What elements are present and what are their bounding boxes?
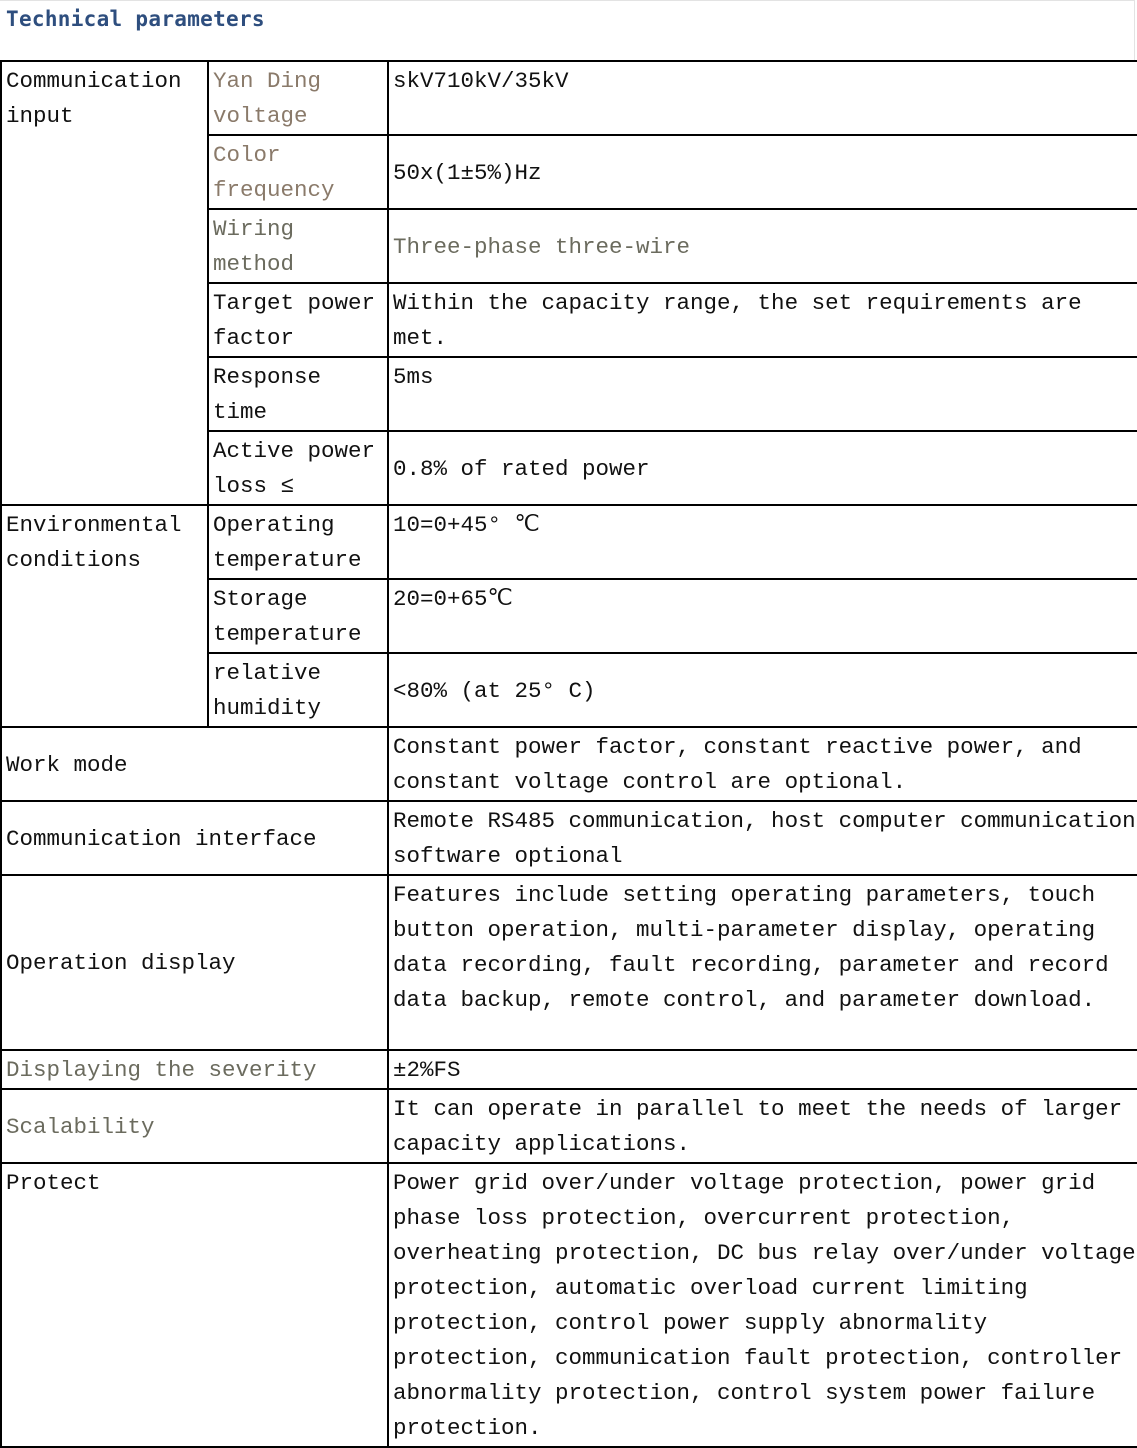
value-cell: Three-phase three-wire	[388, 209, 1137, 283]
table-row	[1, 1089, 1137, 1163]
value-cell: 0.8% of rated power	[388, 431, 1137, 505]
value-cell: Power grid over/under voltage protection, power grid phase loss protection, overcurrent protection, overheating protection, DC bus relay over/under voltage protection, automatic overload current limiting protection, control power supply abnormality protection, communication fault protection, controller abnormality protection, control system power failure protection.	[388, 1163, 1137, 1447]
param-cell: Scalability	[1, 1089, 388, 1163]
group-label-communication-input: Communication input	[1, 61, 208, 505]
table-row	[1, 727, 1137, 801]
param-cell: Storage temperature	[208, 579, 388, 653]
param-cell: Work mode	[1, 727, 388, 801]
param-cell: Target power factor	[208, 283, 388, 357]
section-title: Technical parameters	[6, 7, 265, 31]
param-cell: relative humidity	[208, 653, 388, 727]
param-cell: Yan Ding voltage	[208, 61, 388, 135]
table-row	[1, 61, 1137, 135]
param-cell: Response time	[208, 357, 388, 431]
value-cell: It can operate in parallel to meet the needs of larger capacity applications.	[388, 1089, 1137, 1163]
param-cell: Operation display	[1, 875, 388, 1050]
section-header	[0, 0, 1135, 60]
group-label-environmental-conditions: Environmental conditions	[1, 505, 208, 727]
param-cell: Wiring method	[208, 209, 388, 283]
table-row	[1, 1050, 1137, 1089]
param-cell: Color frequency	[208, 135, 388, 209]
value-cell: skV710kV/35kV	[388, 61, 1137, 135]
param-cell: Protect	[1, 1163, 388, 1447]
value-cell: 5ms	[388, 357, 1137, 431]
value-cell: Features include setting operating parameters, touch button operation, multi-parameter display, operating data recording, fault recording, parameter and record data backup, remote control, and parameter download.	[388, 875, 1137, 1050]
value-cell: <80% (at 25° C)	[388, 653, 1137, 727]
value-cell: Remote RS485 communication, host computer communication software optional	[388, 801, 1137, 875]
value-cell: 50x(1±5%)Hz	[388, 135, 1137, 209]
table-row	[1, 875, 1137, 1050]
table-row	[1, 505, 1137, 579]
param-cell: Active power loss ≤	[208, 431, 388, 505]
param-cell: Displaying the severity	[1, 1050, 388, 1089]
table-row	[1, 1163, 1137, 1447]
value-cell: ±2%FS	[388, 1050, 1137, 1089]
value-cell: 20=0+65℃	[388, 579, 1137, 653]
value-cell: Within the capacity range, the set requirements are met.	[388, 283, 1137, 357]
table-row	[1, 801, 1137, 875]
param-cell: Operating temperature	[208, 505, 388, 579]
value-cell: Constant power factor, constant reactive power, and constant voltage control are optional.	[388, 727, 1137, 801]
param-cell: Communication interface	[1, 801, 388, 875]
technical-parameters-table	[0, 60, 1137, 1448]
value-cell: 10=0+45° ℃	[388, 505, 1137, 579]
